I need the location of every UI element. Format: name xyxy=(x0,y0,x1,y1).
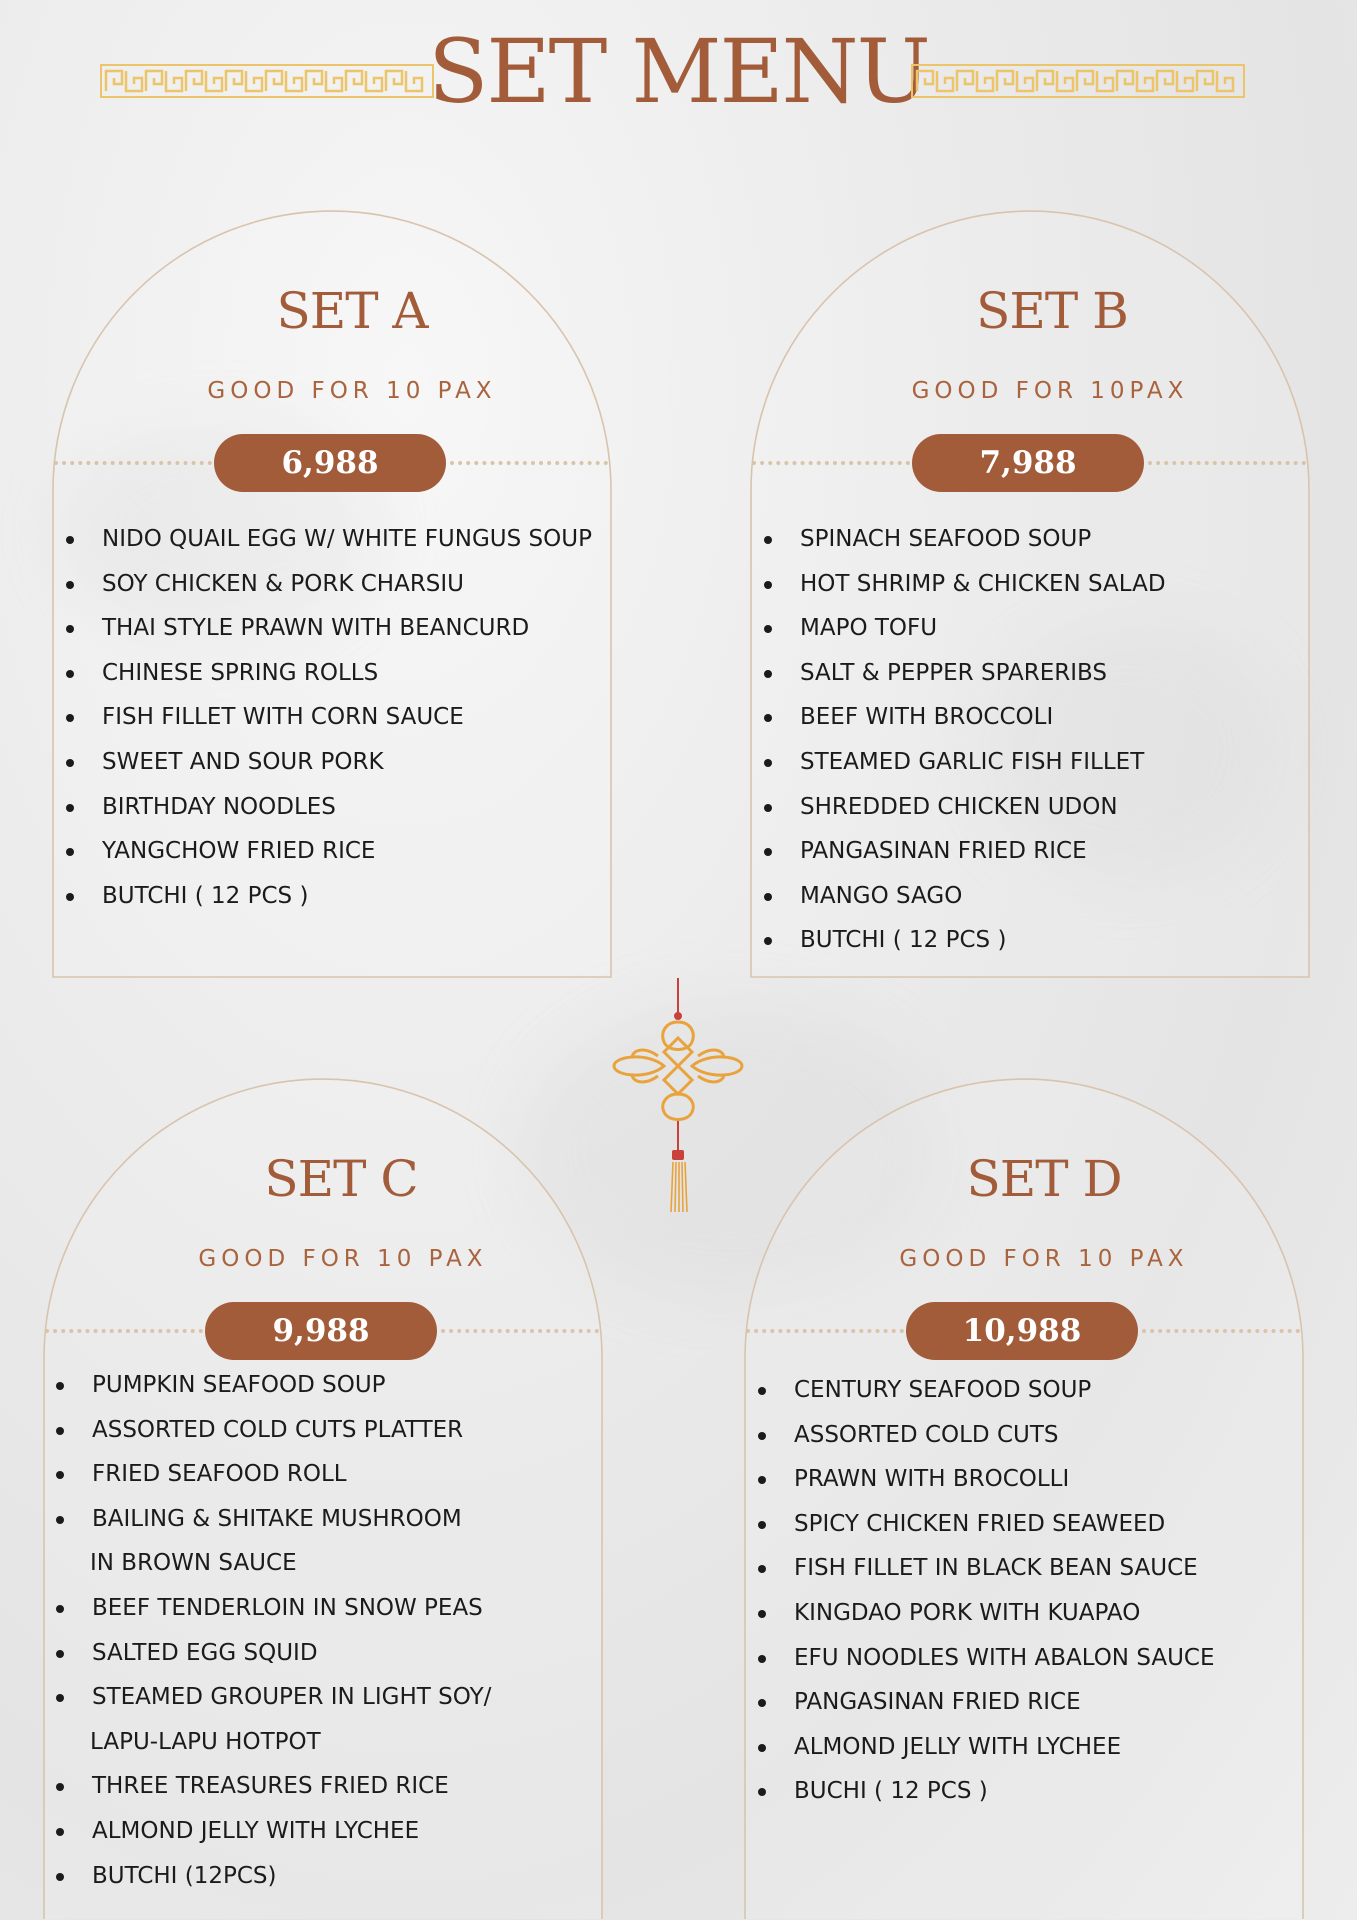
menu-item: BEEF TENDERLOIN IN SNOW PEAS xyxy=(50,1586,491,1631)
set-title: SET A xyxy=(276,282,428,340)
menu-item: EFU NOODLES WITH ABALON SAUCE xyxy=(752,1636,1215,1681)
price-row xyxy=(52,434,612,492)
menu-item: ASSORTED COLD CUTS xyxy=(752,1413,1215,1458)
set-title: SET C xyxy=(264,1150,418,1208)
menu-item: PANGASINAN FRIED RICE xyxy=(752,1680,1215,1725)
dotted-divider xyxy=(746,1329,904,1333)
menu-item: ALMOND JELLY WITH LYCHEE xyxy=(50,1809,491,1854)
set-title: SET D xyxy=(966,1150,1122,1208)
set-items-list xyxy=(758,517,1166,963)
set-price-badge: 6,988 xyxy=(214,434,446,492)
set-title: SET B xyxy=(976,282,1128,340)
dotted-divider xyxy=(752,461,910,465)
set-serving-size: GOOD FOR 10 PAX xyxy=(899,1246,1189,1272)
set-card-b xyxy=(750,210,1310,978)
set-items-list xyxy=(752,1368,1215,1814)
set-items-list xyxy=(60,517,592,918)
menu-item: STEAMED GROUPER IN LIGHT SOY/ xyxy=(50,1675,491,1720)
set-serving-size: GOOD FOR 10 PAX xyxy=(207,378,497,404)
menu-item: FRIED SEAFOOD ROLL xyxy=(50,1452,491,1497)
menu-item: BIRTHDAY NOODLES xyxy=(60,785,592,830)
set-serving-size: GOOD FOR 10PAX xyxy=(911,378,1189,404)
greek-key-border-icon xyxy=(911,64,1245,98)
menu-item: BUTCHI ( 12 PCS ) xyxy=(758,918,1166,963)
menu-item: ASSORTED COLD CUTS PLATTER xyxy=(50,1408,491,1453)
price-row xyxy=(43,1302,603,1360)
price-row xyxy=(744,1302,1304,1360)
chinese-knot-icon xyxy=(608,976,748,1216)
menu-item: PUMPKIN SEAFOOD SOUP xyxy=(50,1363,491,1408)
menu-item: KINGDAO PORK WITH KUAPAO xyxy=(752,1591,1215,1636)
set-card-d xyxy=(744,1078,1304,1920)
menu-item: STEAMED GARLIC FISH FILLET xyxy=(758,740,1166,785)
menu-item: MANGO SAGO xyxy=(758,874,1166,919)
set-items-list xyxy=(50,1363,491,1898)
set-serving-size: GOOD FOR 10 PAX xyxy=(198,1246,488,1272)
menu-item: BUTCHI (12PCS) xyxy=(50,1854,491,1899)
dotted-divider xyxy=(1148,461,1306,465)
menu-item: HOT SHRIMP & CHICKEN SALAD xyxy=(758,562,1166,607)
menu-item: SPICY CHICKEN FRIED SEAWEED xyxy=(752,1502,1215,1547)
menu-item: FISH FILLET IN BLACK BEAN SAUCE xyxy=(752,1546,1215,1591)
set-card-a xyxy=(52,210,612,978)
dotted-divider xyxy=(54,461,212,465)
menu-item: BUCHI ( 12 PCS ) xyxy=(752,1769,1215,1814)
menu-item: PANGASINAN FRIED RICE xyxy=(758,829,1166,874)
menu-item-continuation: LAPU-LAPU HOTPOT xyxy=(90,1728,321,1755)
menu-item: SALTED EGG SQUID xyxy=(50,1631,491,1676)
menu-item: SPINACH SEAFOOD SOUP xyxy=(758,517,1166,562)
menu-item: SHREDDED CHICKEN UDON xyxy=(758,785,1166,830)
menu-item: SALT & PEPPER SPARERIBS xyxy=(758,651,1166,696)
dotted-divider xyxy=(441,1329,599,1333)
set-card-c xyxy=(43,1078,603,1920)
page-title: SET MENU xyxy=(428,20,929,123)
menu-item: BUTCHI ( 12 PCS ) xyxy=(60,874,592,919)
price-row xyxy=(750,434,1310,492)
menu-item: SWEET AND SOUR PORK xyxy=(60,740,592,785)
menu-item: NIDO QUAIL EGG W/ WHITE FUNGUS SOUP xyxy=(60,517,592,562)
set-price-badge: 7,988 xyxy=(912,434,1144,492)
menu-item-continuation: IN BROWN SAUCE xyxy=(90,1550,297,1577)
menu-item: BEEF WITH BROCCOLI xyxy=(758,695,1166,740)
set-price-badge: 9,988 xyxy=(205,1302,437,1360)
menu-item: BAILING & SHITAKE MUSHROOM xyxy=(50,1497,491,1542)
dotted-divider xyxy=(1142,1329,1300,1333)
menu-item: YANGCHOW FRIED RICE xyxy=(60,829,592,874)
menu-item: PRAWN WITH BROCOLLI xyxy=(752,1457,1215,1502)
set-price-badge: 10,988 xyxy=(906,1302,1138,1360)
menu-item: FISH FILLET WITH CORN SAUCE xyxy=(60,695,592,740)
menu-item: MAPO TOFU xyxy=(758,606,1166,651)
menu-item: SOY CHICKEN & PORK CHARSIU xyxy=(60,562,592,607)
menu-item: THREE TREASURES FRIED RICE xyxy=(50,1764,491,1809)
dotted-divider xyxy=(450,461,608,465)
menu-item: ALMOND JELLY WITH LYCHEE xyxy=(752,1725,1215,1770)
dotted-divider xyxy=(45,1329,203,1333)
menu-item: THAI STYLE PRAWN WITH BEANCURD xyxy=(60,606,592,651)
menu-item: CHINESE SPRING ROLLS xyxy=(60,651,592,696)
menu-item: CENTURY SEAFOOD SOUP xyxy=(752,1368,1215,1413)
